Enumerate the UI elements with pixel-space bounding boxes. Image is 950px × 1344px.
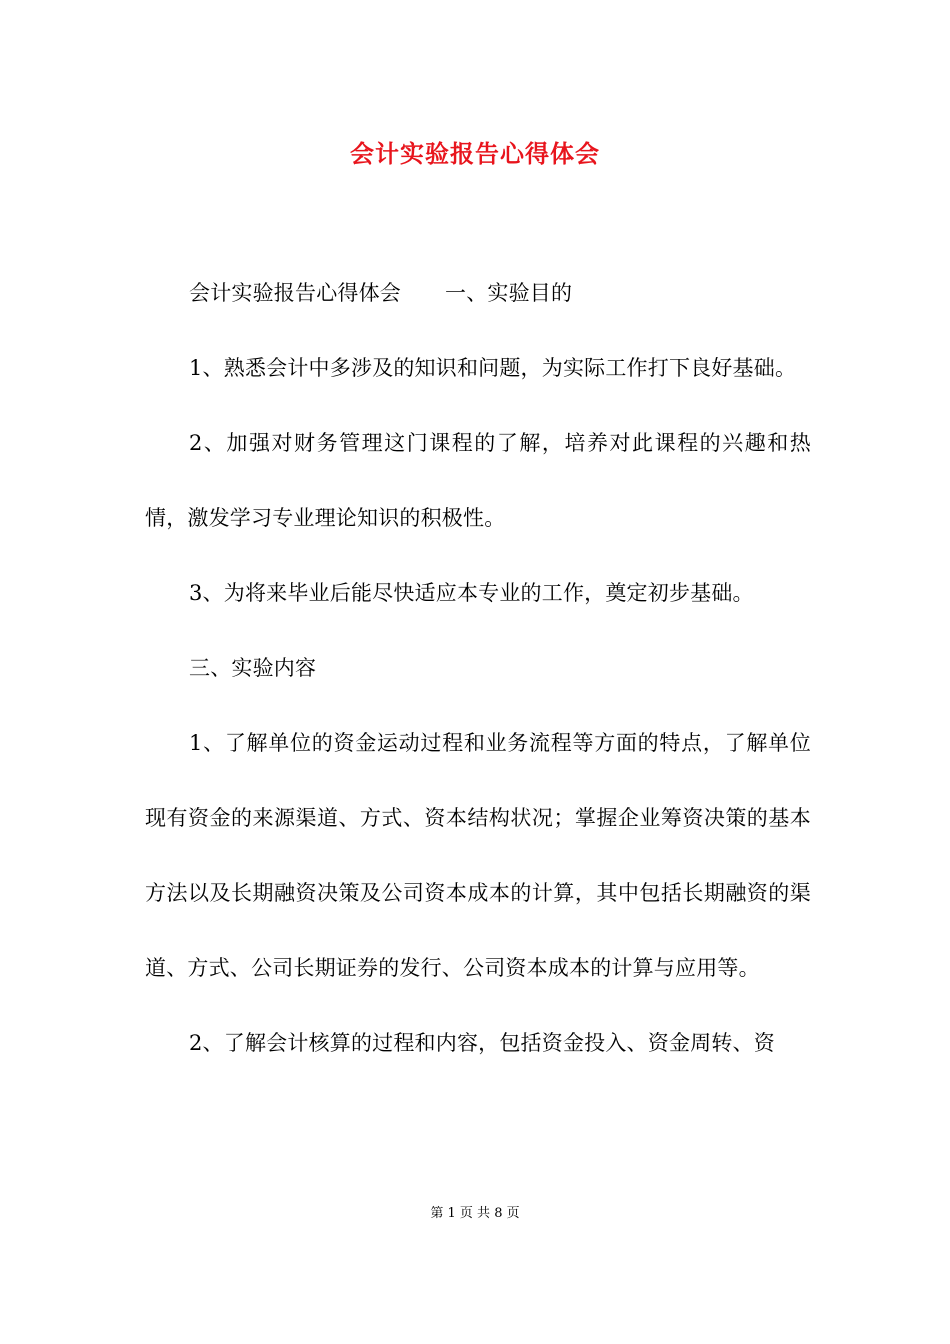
intro-paragraph	[145, 256, 811, 331]
document-title: 会计实验报告心得体会	[350, 139, 600, 168]
document-body	[145, 256, 811, 1081]
section-one-heading: 一、实验目的	[445, 281, 573, 305]
objective-3-paragraph: 3、为将来毕业后能尽快适应本专业的工作，奠定初步基础。	[189, 581, 754, 605]
content-2-paragraph: 2、了解会计核算的过程和内容，包括资金投入、资金周转、资	[189, 1031, 775, 1055]
page-footer: 第 1 页 共 8 页	[430, 1206, 520, 1221]
section-three-heading: 三、实验内容	[189, 656, 317, 680]
intro-heading: 会计实验报告心得体会	[189, 281, 401, 305]
objective-2-paragraph: 2、加强对财务管理这门课程的了解，培养对此课程的兴趣和热情，激发学习专业理论知识的积极性。	[145, 431, 811, 530]
content-1-paragraph: 1、了解单位的资金运动过程和业务流程等方面的特点，了解单位现有资金的来源渠道、方式、资本结构状况；掌握企业筹资决策的基本方法以及长期融资决策及公司资本成本的计算，其中包括长期融资的渠道、方式、公司长期证券的发行、公司资本成本的计算与应用等。	[145, 731, 811, 980]
objective-1-paragraph: 1、熟悉会计中多涉及的知识和问题，为实际工作打下良好基础。	[189, 356, 797, 380]
